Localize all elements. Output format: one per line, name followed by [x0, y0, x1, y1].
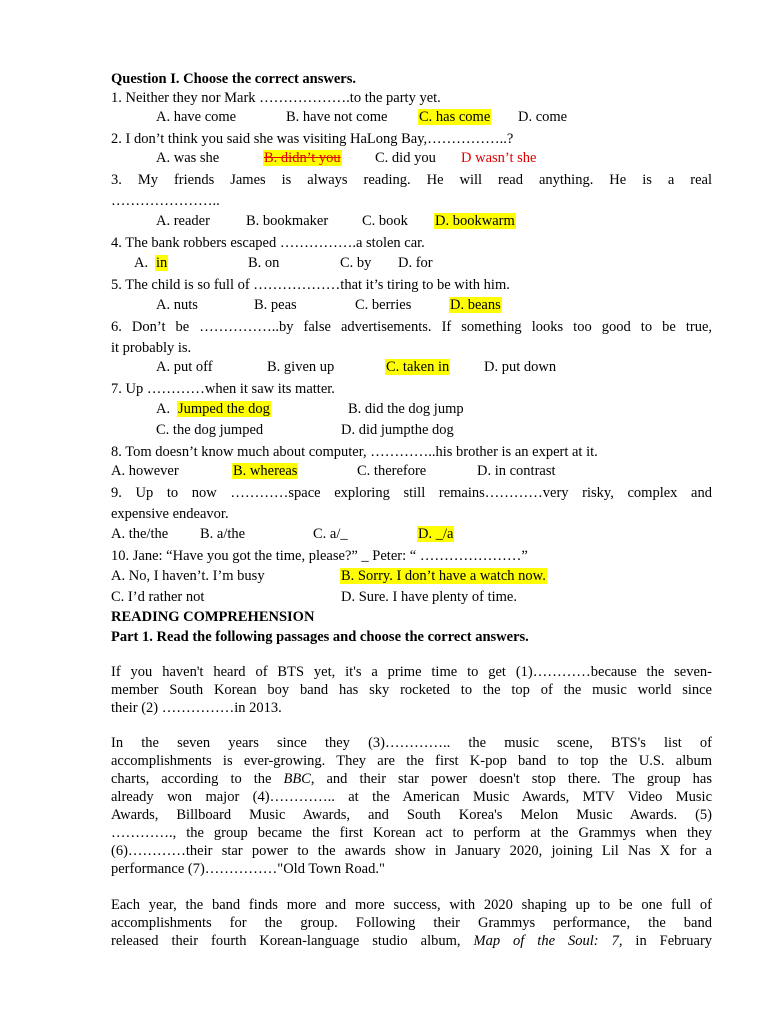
passage-text: charts, according to the — [111, 771, 272, 787]
q5-option-c: C. berries — [355, 297, 412, 313]
passage-line: If you haven't heard of BTS yet, it's a prime time to get (1)…………because the seven- — [111, 664, 712, 680]
question-3-stem-cont: ………………….. — [111, 193, 220, 209]
q5-option-b: B. peas — [254, 297, 297, 313]
passage-text: released their fourth Korean-language studio album, — [111, 933, 461, 949]
question-7-stem: 7. Up …………when it saw its matter. — [111, 381, 335, 397]
section-heading: Question I. Choose the correct answers. — [111, 71, 356, 87]
q2-option-c: C. did you — [375, 150, 436, 166]
q2-option-b: B. didn’t you — [264, 150, 341, 166]
q7-option-a-letter: A. — [156, 401, 171, 417]
q6-option-a: A. put off — [156, 359, 213, 375]
question-5-stem: 5. The child is so full of ………………that it’s tiring to be with him. — [111, 277, 510, 293]
passage-line: (6)…………their star power to the awards show in January 2020, joining Lil Nas X for a — [111, 843, 712, 859]
passage-line: member South Korean boy band has sky rocketed to the top of the music world since — [111, 682, 712, 698]
q10-option-c: C. I’d rather not — [111, 589, 205, 605]
q10-option-d: D. Sure. I have plenty of time. — [341, 589, 517, 605]
q4-option-a: in — [156, 255, 168, 271]
q7-option-a: Jumped the dog — [178, 401, 270, 417]
question-9-stem-cont: expensive endeavor. — [111, 506, 229, 522]
passage-line: performance (7)……………"Old Town Road." — [111, 861, 385, 877]
q1-option-b: B. have not come — [286, 109, 388, 125]
passage-text: , in February — [618, 933, 713, 949]
q4-option-b: B. on — [248, 255, 280, 271]
reading-heading: READING COMPREHENSION — [111, 609, 315, 625]
passage-line: Each year, the band finds more and more success, with 2020 shaping up to be one full of — [111, 897, 712, 913]
q8-option-c: C. therefore — [357, 463, 427, 479]
q1-option-c: C. has come — [419, 109, 491, 125]
q10-option-b: B. Sorry. I don’t have a watch now. — [341, 568, 546, 584]
q7-option-c: C. the dog jumped — [156, 422, 264, 438]
q7-option-b: B. did the dog jump — [348, 401, 464, 417]
passage-italic: Map of the Soul: 7 — [473, 933, 619, 949]
q4-option-d: D. for — [398, 255, 433, 271]
q3-option-c: C. book — [362, 213, 408, 229]
q6-option-c: C. taken in — [386, 359, 450, 375]
passage-line: In the seven years since they (3)………….. the music scene, BTS's list of — [111, 735, 712, 751]
q2-option-a: A. was she — [156, 150, 220, 166]
passage-line: accomplishments for the group. Following their Grammys performance, the band — [111, 915, 712, 931]
q3-option-a: A. reader — [156, 213, 210, 229]
q8-option-d: D. in contrast — [477, 463, 556, 479]
q10-option-a: A. No, I haven’t. I’m busy — [111, 568, 265, 584]
passage-line: accomplishments is ever-growing. They are the first K-pop band to top the U.S. album — [111, 753, 712, 769]
question-4-stem: 4. The bank robbers escaped …………….a stolen car. — [111, 235, 425, 251]
question-6-stem-cont: it probably is. — [111, 340, 192, 356]
q4-option-a-letter: A. — [134, 255, 149, 271]
q9-option-b: B. a/the — [200, 526, 246, 542]
passage-italic: BBC — [283, 771, 311, 787]
passage-line-with-italic — [111, 770, 712, 788]
q3-option-d: D. bookwarm — [435, 213, 515, 229]
q5-option-d: D. beans — [450, 297, 501, 313]
question-8-stem: 8. Tom doesn’t know much about computer, …………..his brother is an expert at it. — [111, 444, 598, 460]
q9-option-a: A. the/the — [111, 526, 169, 542]
question-9-stem: 9. Up to now …………space exploring still remains…………very risky, complex and — [111, 485, 712, 501]
q7-option-d: D. did jumpthe dog — [341, 422, 454, 438]
question-1-stem: 1. Neither they nor Mark ……………….to the party yet. — [111, 90, 441, 106]
q5-option-a: A. nuts — [156, 297, 198, 313]
q8-option-a: A. however — [111, 463, 179, 479]
passage-line: their (2) ……………in 2013. — [111, 700, 282, 716]
q6-option-d: D. put down — [484, 359, 557, 375]
passage-line: …………., the group became the first Korean act to perform at the Grammys when they — [111, 825, 712, 841]
question-10-stem: 10. Jane: “Have you got the time, please?” _ Peter: “ …………………” — [111, 548, 528, 564]
question-2-stem: 2. I don’t think you said she was visiting HaLong Bay,……………..? — [111, 131, 514, 147]
passage-line-with-italic — [111, 932, 712, 950]
q8-option-b: B. whereas — [233, 463, 298, 479]
passage-line: already won major (4)………….. at the American Music Awards, MTV Video Music — [111, 789, 712, 805]
q6-option-b: B. given up — [267, 359, 335, 375]
q2-option-d: D wasn’t she — [461, 150, 537, 166]
part-heading: Part 1. Read the following passages and choose the correct answers. — [111, 629, 529, 645]
passage-line: Awards, Billboard Music Awards, and South Korea's Melon Music Awards. (5) — [111, 807, 712, 823]
q9-option-d: D. _/a — [418, 526, 454, 542]
question-3-stem: 3. My friends James is always reading. He will read anything. He is a real — [111, 172, 712, 188]
q4-option-c: C. by — [340, 255, 372, 271]
q9-option-c: C. a/_ — [313, 526, 348, 542]
q3-option-b: B. bookmaker — [246, 213, 329, 229]
question-6-stem: 6. Don’t be ……………..by false advertisements. If something looks too good to be true, — [111, 319, 712, 335]
q1-option-a: A. have come — [156, 109, 237, 125]
passage-text: , and their star power doesn't stop there. The group has — [310, 771, 712, 787]
q1-option-d: D. come — [518, 109, 568, 125]
